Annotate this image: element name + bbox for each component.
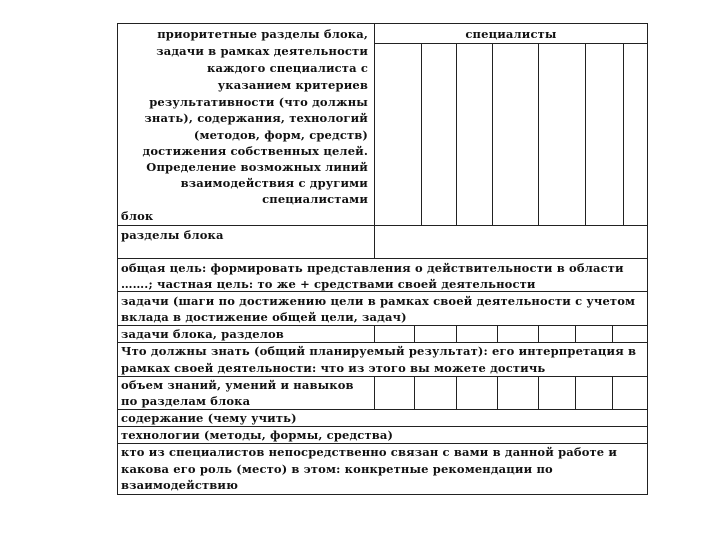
interaction-line: взаимодействию: [121, 478, 239, 492]
header-line: каждого специалиста с: [206, 61, 368, 75]
volume-line: по разделам блока: [121, 394, 251, 408]
block-tasks-label: задачи блока, разделов: [121, 327, 284, 341]
know-line: Что должны знать (общий планируемый результат): его интерпретация в: [121, 344, 637, 358]
content-label: содержание (чему учить): [121, 411, 297, 425]
rule-after-tasks: [117, 325, 648, 326]
task-col-2: [414, 325, 415, 342]
rule-after-know: [117, 376, 648, 377]
general-goal-line: общая цель: формировать представления о действительности в области: [121, 261, 624, 275]
tasks-line: задачи (шаги по достижению цели в рамках своей деятельности с учетом: [121, 294, 636, 308]
task-col-5: [538, 325, 539, 342]
specialist-col-6: [623, 43, 624, 225]
rule-header-specialists: [374, 43, 648, 44]
volume-col-3: [456, 376, 457, 409]
task-col-1: [374, 325, 375, 342]
task-col-3: [456, 325, 457, 342]
tasks-line: вклада в достижение общей цели, задач): [121, 310, 407, 324]
specialist-col-3: [492, 43, 493, 225]
specialists-heading: специалисты: [465, 27, 557, 41]
volume-col-5: [538, 376, 539, 409]
technologies-label: технологии (методы, формы, средства): [121, 428, 394, 442]
rule-after-content: [117, 426, 648, 427]
rule-after-sections: [117, 258, 648, 259]
header-line: Определение возможных линий: [146, 160, 368, 174]
rule-after-block-tasks: [117, 342, 648, 343]
header-line: знать), содержания, технологий: [144, 111, 368, 125]
volume-col-4: [497, 376, 498, 409]
header-line: задачи в рамках деятельности: [156, 44, 368, 58]
divider-left-column: [374, 23, 375, 258]
task-col-4: [497, 325, 498, 342]
general-goal-line: …….; частная цель: то же + средствами своей деятельности: [121, 277, 536, 291]
rule-after-block: [117, 225, 648, 226]
header-line: достижения собственных целей.: [142, 144, 368, 158]
know-line: рамках своей деятельности: что из этого вы можете достичь: [121, 361, 546, 375]
task-col-7: [612, 325, 613, 342]
volume-line: объем знаний, умений и навыков: [121, 378, 354, 392]
specialist-col-4: [538, 43, 539, 225]
header-line: взаимодействия с другими: [180, 176, 368, 190]
header-line: специалистами: [262, 192, 368, 206]
specialist-col-5: [585, 43, 586, 225]
header-line: результативности (что должны: [149, 95, 368, 109]
volume-col-7: [612, 376, 613, 409]
rule-after-volume: [117, 409, 648, 410]
specialist-col-1: [421, 43, 422, 225]
rule-after-technologies: [117, 443, 648, 444]
header-line: (методов, форм, средств): [193, 128, 368, 142]
task-col-6: [575, 325, 576, 342]
interaction-line: какова его роль (место) в этом: конкретные рекомендации по: [121, 462, 553, 476]
header-line: указанием критериев: [217, 78, 368, 92]
block-label: блок: [121, 209, 154, 223]
volume-col-6: [575, 376, 576, 409]
volume-col-1: [374, 376, 375, 409]
volume-col-2: [414, 376, 415, 409]
block-sections-label: разделы блока: [121, 228, 224, 242]
header-line: приоритетные разделы блока,: [157, 27, 368, 41]
specialist-col-2: [456, 43, 457, 225]
interaction-line: кто из специалистов непосредственно связан с вами в данной работе и: [121, 445, 618, 459]
